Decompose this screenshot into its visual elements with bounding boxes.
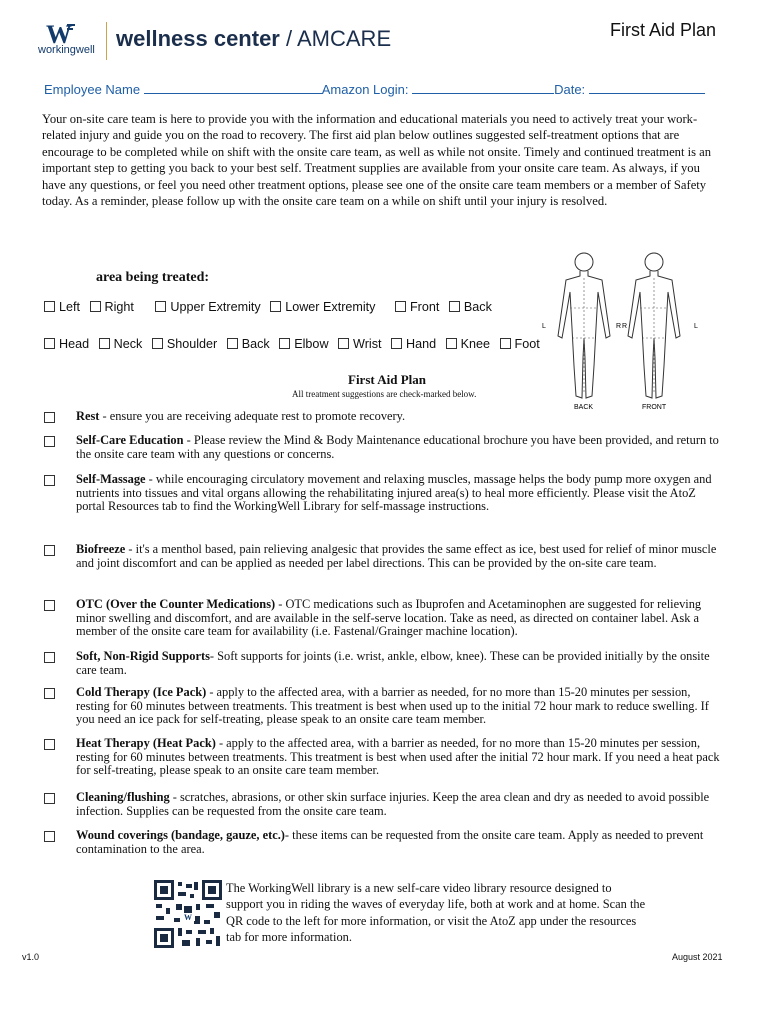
employee-name-field[interactable] (144, 81, 322, 94)
option-shoulder[interactable]: Shoulder (152, 337, 217, 351)
checkbox[interactable] (44, 739, 55, 750)
logo-divider (106, 22, 107, 60)
area-options-row1 (44, 300, 498, 314)
option-foot[interactable]: Foot (500, 337, 540, 351)
option-wrist[interactable]: Wrist (338, 337, 381, 351)
option-back-2[interactable]: Back (227, 337, 270, 351)
label-front-right: R (622, 323, 628, 330)
checkbox[interactable] (391, 338, 402, 349)
qr-code-icon[interactable] (154, 880, 222, 948)
checkbox[interactable] (44, 475, 55, 486)
checkbox[interactable] (44, 545, 55, 556)
body-diagram (536, 248, 702, 412)
label-front-left: L (694, 323, 698, 330)
amazon-login-label: Amazon Login: (321, 82, 409, 97)
svg-text:W: W (184, 913, 192, 922)
checkbox[interactable] (99, 338, 110, 349)
checkbox[interactable] (500, 338, 511, 349)
option-left[interactable]: Left (44, 300, 80, 314)
logo-text: workingwell (38, 44, 95, 56)
plan-subtitle: All treatment suggestions are check-marked below. (292, 389, 477, 399)
option-neck[interactable]: Neck (99, 337, 143, 351)
option-upper-extremity[interactable]: Upper Extremity (155, 300, 260, 314)
checkbox[interactable] (44, 793, 55, 804)
employee-name-label: Employee Name (44, 82, 141, 97)
option-front[interactable]: Front (395, 300, 439, 314)
option-knee[interactable]: Knee (446, 337, 490, 351)
checkbox[interactable] (446, 338, 457, 349)
checkbox[interactable] (155, 301, 166, 312)
intro-paragraph: Your on-site care team is here to provide you with the information and educational materials you need to actively treat your work-related injury and guide you on the road to recovery. The first aid plan below outlines suggested self-treatment options that are encourage to be completed while on shift with the onsite care team, as well as while not onsite. Timely and continued treatment is an important step to getting you back to your best self. Treatment supplies are available from your onsite care team. As always, if you have any questions, or feel you need other treatment options, please see one of the onsite care team members or a member of Safety today. As a reminder, please follow up with the onsite care team on a while on shift until your injury is resolved. (42, 112, 712, 209)
checkbox[interactable] (44, 301, 55, 312)
logo-accent-icon (66, 24, 76, 34)
checkbox[interactable] (44, 412, 55, 423)
option-hand[interactable]: Hand (391, 337, 436, 351)
option-elbow[interactable]: Elbow (279, 337, 328, 351)
checkbox[interactable] (44, 436, 55, 447)
brand-title: wellness center / AMCARE (116, 26, 392, 51)
option-back[interactable]: Back (449, 300, 492, 314)
checkbox[interactable] (152, 338, 163, 349)
checkbox[interactable] (279, 338, 290, 349)
checkbox[interactable] (90, 301, 101, 312)
plan-title: First Aid Plan (348, 372, 427, 387)
checkbox[interactable] (395, 301, 406, 312)
option-right[interactable]: Right (90, 300, 134, 314)
option-head[interactable]: Head (44, 337, 89, 351)
checkbox[interactable] (338, 338, 349, 349)
logo-mark: W (46, 20, 69, 49)
checkbox[interactable] (449, 301, 460, 312)
document-title: First Aid Plan (610, 20, 717, 40)
qr-description: The WorkingWell library is a new self-care video library resource designed to support you in riding the waves of everyday life, both at work and at home. Scan the QR code to the left for more information, or visit the AtoZ app under the resources tab for more information. (226, 881, 646, 945)
checkbox[interactable] (44, 338, 55, 349)
checkbox[interactable] (44, 600, 55, 611)
label-back-right: R (616, 323, 622, 330)
area-label: area being treated: (96, 270, 210, 285)
employee-fields (44, 81, 724, 97)
option-lower-extremity[interactable]: Lower Extremity (270, 300, 375, 314)
date-footer: August 2021 (672, 952, 723, 962)
area-options-row2 (44, 337, 546, 351)
label-back-left: L (542, 323, 546, 330)
date-label: Date: (554, 82, 586, 97)
amazon-login-field[interactable] (412, 81, 554, 94)
checkbox[interactable] (227, 338, 238, 349)
date-field[interactable] (589, 81, 705, 94)
label-back: BACK (574, 404, 594, 411)
checkbox[interactable] (44, 652, 55, 663)
version-label: v1.0 (22, 952, 40, 962)
checkbox[interactable] (270, 301, 281, 312)
label-front: FRONT (642, 404, 667, 411)
checkbox[interactable] (44, 831, 55, 842)
checkbox[interactable] (44, 688, 55, 699)
